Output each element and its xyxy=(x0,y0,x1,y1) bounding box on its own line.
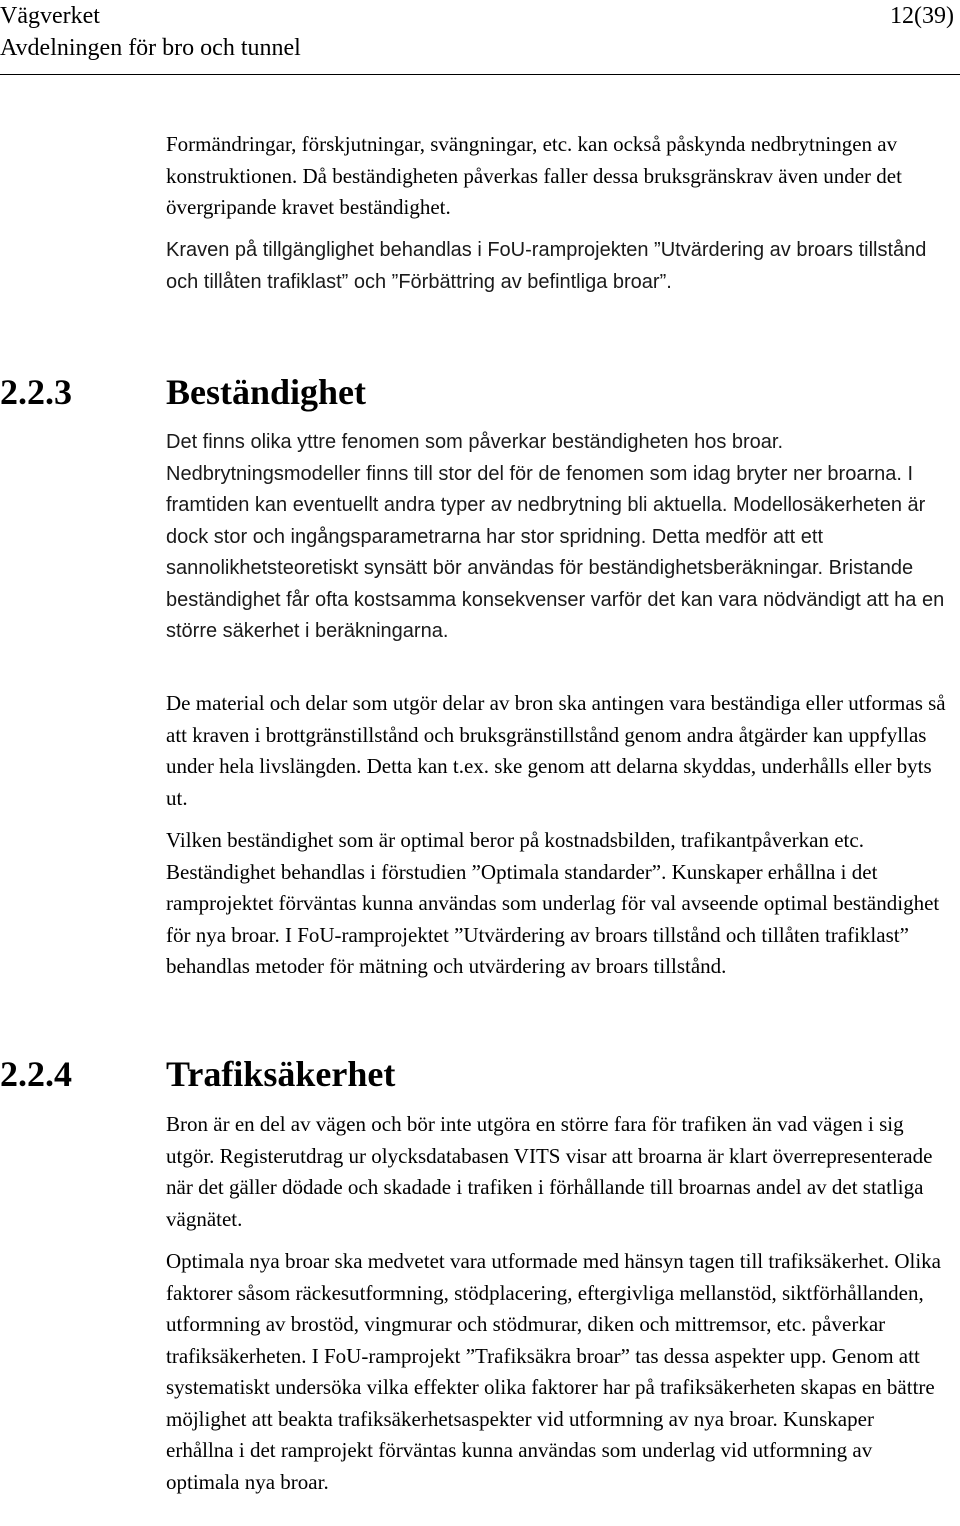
paragraph-trafiksakerhet-bron: Bron är en del av vägen och bör inte utgöra en större fara för trafiken än vad vägen i sig utgör. Registerutdrag ur olycksdatabasen VITS visar att broarna är klart överrepresenterade när det gäller dödade och skadade i trafiken i förhållande till broarnas andel av det statliga vägnätet. xyxy=(166,1112,933,1231)
paragraph-trafiksakerhet-optimala: Optimala nya broar ska medvetet vara utformade med hänsyn tagen till trafiksäkerhet. Olika faktorer såsom räckesutformning, stödplacering, eftergivliga mellanstöd, siktförhållanden, utformning av brostöd, vingmurar och stödmurar, diken och mittremsor, etc. påverkar trafiksäkerheten. I FoU-ramprojekt ”Trafiksäkra broar” tas dessa aspekter upp. Genom att systematiskt undersöka vilka effekter olika faktorer har på trafiksäkerheten skapas en bättre möjlighet att beakta trafiksäkerhetsaspekter vid utformning av nya broar. Kunskaper erhållna i det ramprojekt förväntas kunna användas som underlag vid utformning av optimala nya broar. xyxy=(166,1249,941,1494)
header-left xyxy=(0,0,301,64)
paragraph-bestandighet-material: De material och delar som utgör delar av bron ska antingen vara beständiga eller utformas så att kraven i brottgränstillstånd och bruksgränstillstånd genom andra åtgärder kan uppfyllas under hela livslängden. Detta kan t.ex. ske genom att delarna skyddas, underhålls eller byts ut. xyxy=(166,691,946,810)
header-divider xyxy=(0,74,960,75)
section-heading-2-2-4 xyxy=(0,1052,395,1096)
section-title: Beständighet xyxy=(166,372,367,412)
section-heading-2-2-3 xyxy=(0,370,366,414)
paragraph-tillganglighet: Kraven på tillgänglighet behandlas i FoU-ramprojekten ”Utvärdering av broars tillstånd och tillåten trafiklast” och ”Förbättring av befintliga broar”. xyxy=(166,239,927,293)
paragraph-formandringar: Formändringar, förskjutningar, svängningar, etc. kan också påskynda nedbrytningen av konstruktionen. Då beständigheten påverkas faller dessa bruksgränskrav även under det övergripande kravet beständighet. xyxy=(166,132,902,219)
section-title: Trafiksäkerhet xyxy=(166,1054,396,1094)
paragraph-bestandighet-optimal: Vilken beständighet som är optimal beror på kostnadsbilden, trafikantpåverkan etc. Beständighet behandlas i förstudien ”Optimala standarder”. Kunskaper erhållna i det ramprojektet förväntas kunna användas som underlag för val avseende optimal beständighet för nya broar. I FoU-ramprojektet ”Utvärdering av broars tillstånd och tillåten trafiklast” behandlas metoder för mätning och utvärdering av broars tillstånd. xyxy=(166,828,940,978)
header-department: Avdelningen för bro och tunnel xyxy=(0,35,301,61)
header-organization: Vägverket xyxy=(0,3,100,29)
paragraph-bestandighet-fenomen: Det finns olika yttre fenomen som påverkar beständigheten hos broar. Nedbrytningsmodeller finns till stor del för de fenomen som idag bryter ner broarna. I framtiden kan eventuellt andra typer av nedbrytning bli aktuella. Modellosäkerheten är dock stor och ingångsparametrarna har stor spridning. Detta medför att ett sannolikhetsteoretiskt synsätt bör användas för beständighetsberäkningar. Bristande beständighet får ofta kostsamma konsekvenser varför det kan vara nödvändigt att ha en större säkerhet i beräkningarna. xyxy=(166,431,945,642)
section-number: 2.2.3 xyxy=(0,372,72,412)
section-number: 2.2.4 xyxy=(0,1054,72,1094)
header-page-number: 12(39) xyxy=(890,3,954,29)
